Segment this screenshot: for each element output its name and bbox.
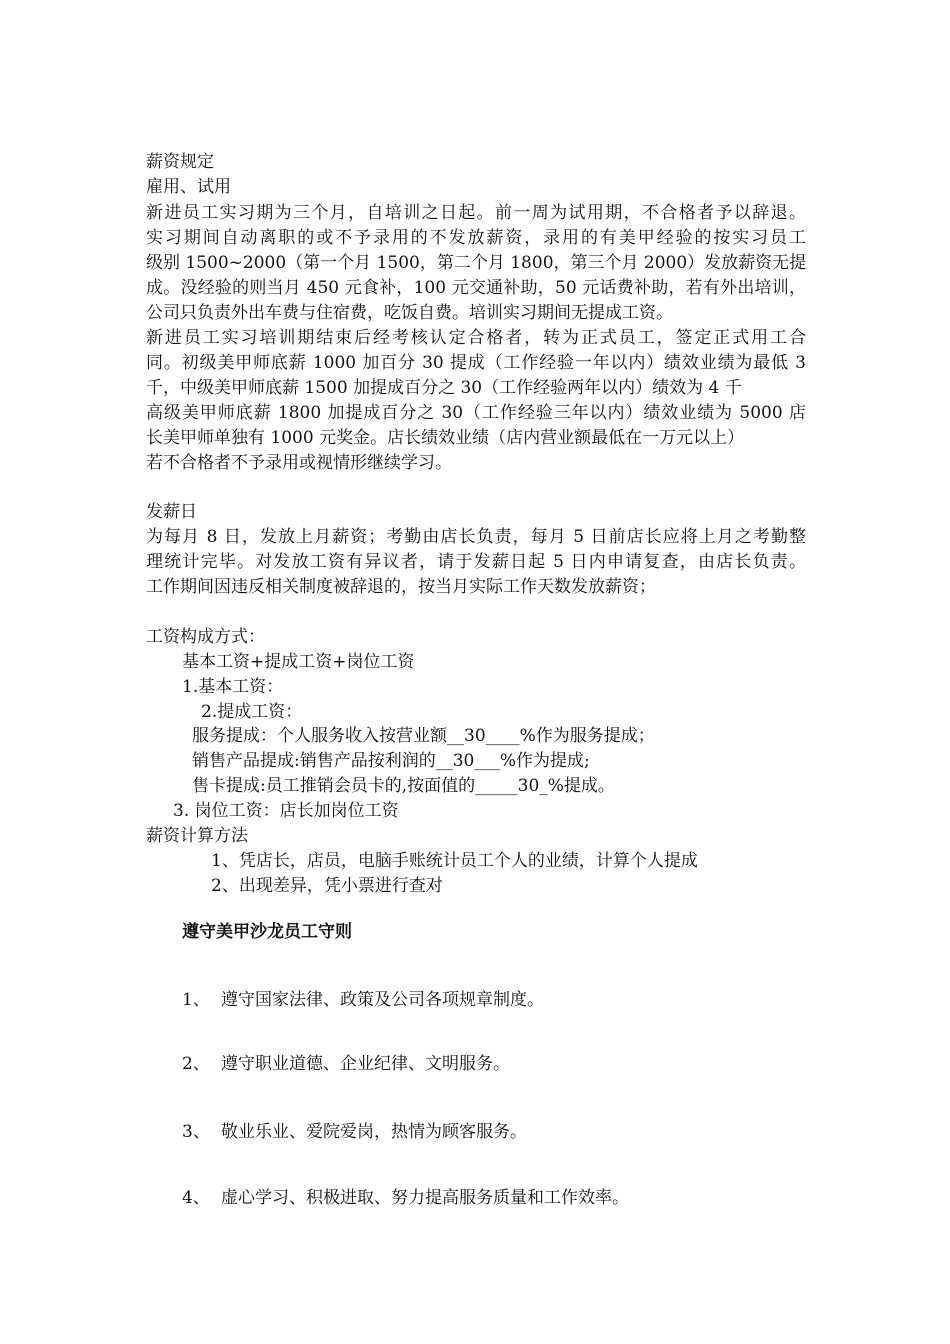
rule-text: 敬业乐业、爱院爱岗，热情为顾客服务。 <box>221 1122 527 1142</box>
hiring-line: 级别 1500~2000（第一个月 1500，第二个月 1800，第三个月 2000）发放薪资无提 <box>146 253 807 273</box>
calc-heading: 薪资计算方法 <box>146 826 248 846</box>
payday-heading: 发薪日 <box>146 502 197 522</box>
hiring-line: 高级美甲师底薪 1800 加提成百分之 30（工作经验三年以内）绩效业绩为 5000 店 <box>146 403 806 423</box>
hiring-line: 千，中级美甲师底薪 1500 加提成百分之 30（工作经验两年以内）绩效为 4 千 <box>146 378 742 398</box>
hiring-line: 成。没经验的则当月 450 元食补，100 元交通补助，50 元话费补助，若有外出培训， <box>146 278 806 298</box>
rule-number: 1、 <box>182 990 210 1010</box>
calc-step: 2、出现差异，凭小票进行查对 <box>211 876 443 896</box>
calc-step: 1、凭店长，店员，电脑手账统计员工个人的业绩，计算个人提成 <box>211 851 698 871</box>
hiring-line: 长美甲师单独有 1000 元奖金。店长绩效业绩（店内营业额最低在一万元以上） <box>146 428 745 448</box>
hiring-line: 公司只负责外出车费与住宿费，吃饭自费。培训实习期间无提成工资。 <box>146 303 673 323</box>
rule-text: 遵守国家法律、政策及公司各项规章制度。 <box>221 990 544 1010</box>
rules-title: 遵守美甲沙龙员工守则 <box>182 922 352 942</box>
item-position-salary: 3. 岗位工资：店长加岗位工资 <box>173 801 399 821</box>
hiring-line: 同。初级美甲师底薪 1000 加百分 30 提成（工作经验一年以内）绩效业绩为最低 3 <box>146 353 806 373</box>
hiring-line: 实习期间自动离职的或不予录用的不发放薪资，录用的有美甲经验的按实习员工 <box>146 228 806 248</box>
commission-product: 销售产品提成:销售产品按利润的__30___%作为提成; <box>192 751 590 771</box>
payday-line: 为每月 8 日，发放上月薪资；考勤由店长负责，每月 5 日前店长应将上月之考勤整 <box>146 527 806 547</box>
hiring-line: 新进员工实习培训期结束后经考核认定合格者，转为正式员工，签定正式用工合 <box>146 328 806 348</box>
rule-number: 3、 <box>182 1122 210 1142</box>
salary-title: 薪资规定 <box>146 152 214 172</box>
rule-number: 4、 <box>182 1188 210 1208</box>
hiring-line: 若不合格者不予录用或视情形继续学习。 <box>146 453 452 473</box>
rule-number: 2、 <box>182 1054 210 1074</box>
hiring-line: 新进员工实习期为三个月，自培训之日起。前一周为试用期，不合格者予以辞退。 <box>146 203 806 223</box>
composition-formula: 基本工资+提成工资+岗位工资 <box>182 652 415 672</box>
rule-text: 遵守职业道德、企业纪律、文明服务。 <box>221 1054 510 1074</box>
rule-text: 虚心学习、积极进取、努力提高服务质量和工作效率。 <box>221 1188 629 1208</box>
item-commission: 2.提成工资： <box>201 702 303 722</box>
commission-service: 服务提成：个人服务收入按营业额__30____%作为服务提成； <box>192 726 655 746</box>
payday-line: 理统计完毕。对发放工资有异议者，请于发薪日起 5 日内申请复查，由店长负责。 <box>146 552 806 572</box>
payday-line: 工作期间因违反相关制度被辞退的，按当月实际工作天数发放薪资； <box>146 577 656 597</box>
hiring-heading: 雇用、试用 <box>146 177 231 197</box>
item-basic-salary: 1.基本工资： <box>182 677 284 697</box>
composition-heading: 工资构成方式： <box>146 627 265 647</box>
commission-card: 售卡提成:员工推销会员卡的,按面值的_____30_%提成。 <box>192 776 615 796</box>
